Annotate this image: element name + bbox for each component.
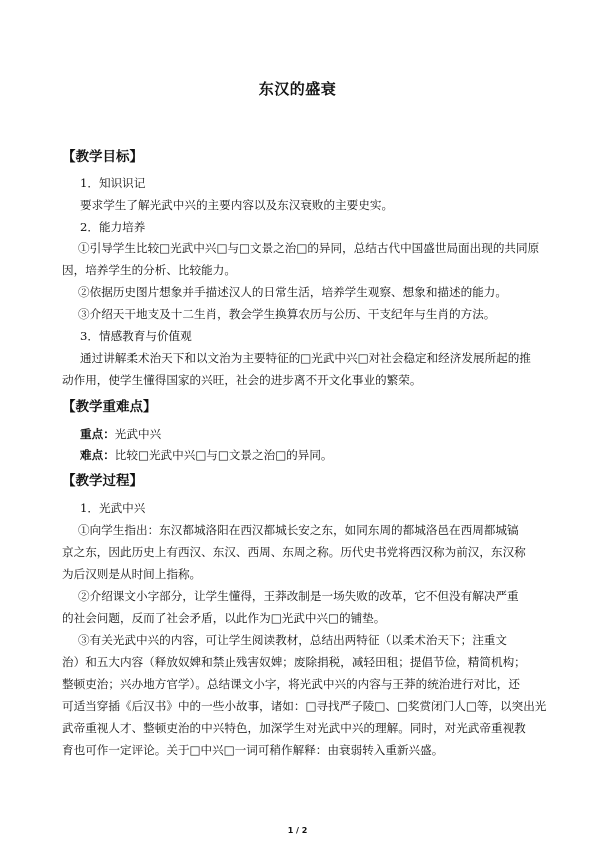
process-p1-line2: 京之东，因此历史上有西汉、东汉、西周、东周之称。历代史书党将西汉称为前汉，东汉称 [62,545,526,559]
process-p1-line3: 为后汉则是从时间上指称。 [62,567,202,581]
goal-item3-title: 3．情感教育与价值观 [80,329,192,343]
process-item1-title: 1．光武中兴 [80,501,146,515]
process-p3-line4: 可适当穿插《后汉书》中的一些小故事，诸如：□寻找严子陵□、□奖赏闭门人□等，以突出光 [62,699,547,713]
section-heading-process: 【教学过程】 [62,473,143,489]
key-point-text: 光武中兴 [114,427,162,441]
process-p3-line5: 武帝重视人才、整顿吏治的中兴特色，加深学生对光武中兴的理解。同时，对光武帝重视教 [62,721,526,735]
hard-point-text: 比较□光武中兴□与□文景之治□的异同。 [114,448,333,462]
goal-item1-title: 1．知识识记 [80,176,146,190]
process-p3-line6: 育也可作一定评论。关于□中兴□一词可稍作解释：由衰弱转入重新兴盛。 [62,743,444,757]
process-p2-line2: 的社会问题，反而了社会矛盾，以此作为□光武中兴□的铺垫。 [62,611,386,625]
goal-item2-title: 2．能力培养 [80,220,146,234]
section-heading-keypoints: 【教学重难点】 [62,399,157,415]
hard-point-label: 难点： [80,448,115,462]
key-point-label: 重点： [80,427,115,441]
goal-item3-line2: 动作用，使学生懂得国家的兴旺，社会的进步离不开文化事业的繁荣。 [62,373,422,387]
goal-item2-p1-line1: ①引导学生比较□光武中兴□与□文景之治□的异同，总结古代中国盛世局面出现的共同原 [78,241,540,255]
goal-item2-p2: ②依据历史图片想象并手描述汉人的日常生活，培养学生观察、想象和描述的能力。 [78,285,507,299]
page-number: 1 / 2 [287,826,308,835]
process-p3-line2: 治）和五大内容（释放奴婢和禁止残害奴婢；废除捐税，减轻田租；提倡节俭，精简机构； [62,655,526,669]
hard-point-line [80,447,333,463]
goal-item2-p3: ③介绍天干地支及十二生肖，教会学生换算农历与公历、干支纪年与生肖的方法。 [78,307,496,321]
process-p1-line1: ①向学生指出：东汉都城洛阳在西汉都城长安之东，如同东周的都城洛邑在西周都城镐 [78,523,519,537]
key-point-line [80,426,161,442]
goal-item1-text: 要求学生了解光武中兴的主要内容以及东汉衰败的主要史实。 [80,198,394,212]
goal-item2-p1-line2: 因，培养学生的分析、比较能力。 [62,263,236,277]
process-p3-line3: 整顿吏治；兴办地方官学）。总结课文小字，将光武中兴的内容与王莽的统治进行对比，还 [62,677,520,691]
section-heading-goals: 【教学目标】 [62,149,143,165]
process-p2-line1: ②介绍课文小字部分，让学生懂得，王莽改制是一场失败的改革，它不但没有解决严重 [78,589,519,603]
process-p3-line1: ③有关光武中兴的内容，可让学生阅读教材，总结出两特征（以柔术治天下；注重文 [78,633,507,647]
goal-item3-line1: 通过讲解柔术治天下和以文治为主要特征的□光武中兴□对社会稳定和经济发展所起的推 [80,351,531,365]
page-title: 东汉的盛衰 [258,80,337,98]
